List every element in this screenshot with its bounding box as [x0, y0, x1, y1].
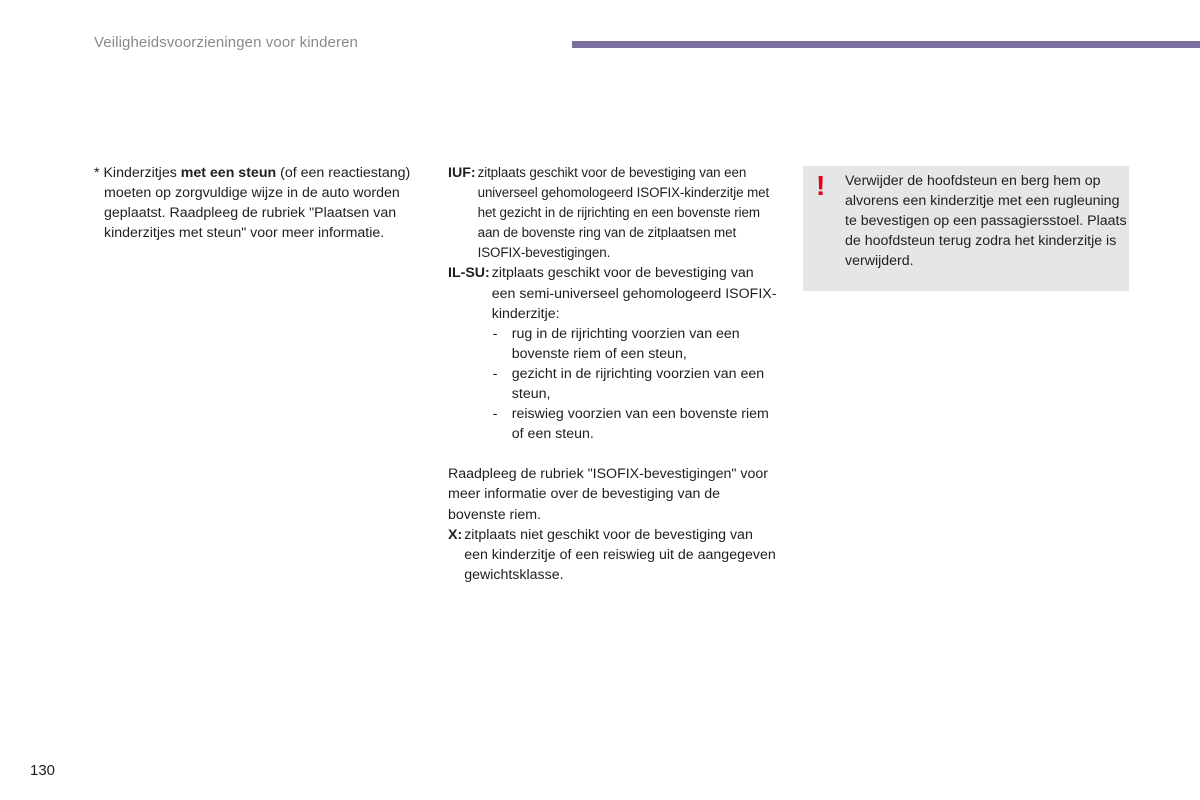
isofix-consult-paragraph: Raadpleeg de rubriek "ISOFIX-bevestigingen" voor meer informatie over de bevestiging van de bovenste riem.	[448, 466, 769, 523]
note-bold: met een steun	[180, 165, 277, 181]
ilsu-text: zitplaats geschikt voor de bevestiging van een semi-universeel gehomologeerd ISOFIX-kinderzitje:	[491, 265, 777, 322]
x-text: zitplaats niet geschikt voor de bevestiging van een kinderzitje of een reiswieg uit de aangegeven gewichtsklasse.	[464, 526, 776, 583]
x-definition	[448, 525, 778, 585]
ilsu-bullet-list	[492, 324, 778, 445]
warning-text: Verwijder de hoofdsteun en berg hem op alvorens een kinderzitje met een rugleuning te bevestigen op een passagiersstoel. Plaats de hoofdsteun terug zodra het kinderzitje is verwijderd.	[845, 173, 1127, 270]
ilsu-body	[492, 263, 778, 444]
warning-box	[803, 166, 1129, 291]
list-item	[492, 404, 778, 444]
bullet-text: gezicht in de rijrichting voorzien van een steun,	[511, 365, 765, 403]
bullet-text: rug in de rijrichting voorzien van een bovenste riem of een steun,	[511, 325, 740, 362]
warning-exclamation-icon: !	[816, 170, 826, 201]
iuf-text: zitplaats geschikt voor de bevestiging van een universeel gehomologeerd ISOFIX-kinderzitje met het gezicht in de rijrichting en een bovenste riem aan de bovenste ring van de zitplaatsen met ISOFIX-bevestigingen.	[477, 165, 770, 261]
x-term: X:	[448, 526, 463, 543]
list-item	[492, 324, 778, 364]
ilsu-term: IL-SU:	[448, 265, 490, 282]
middle-column	[448, 163, 778, 585]
bullet-text: reiswieg voorzien van een bovenste riem of een steun.	[511, 406, 769, 443]
page-number: 130	[30, 762, 56, 779]
iuf-term: IUF:	[448, 165, 476, 181]
header-accent-bar	[572, 41, 1200, 48]
dash-bullet: -	[492, 406, 498, 423]
ilsu-definition	[448, 263, 778, 444]
left-column	[94, 163, 424, 243]
support-seat-note	[94, 163, 424, 243]
section-title: Veiligheidsvoorzieningen voor kinderen	[94, 34, 358, 51]
dash-bullet: -	[492, 365, 498, 382]
note-prefix: * Kinderzitjes	[94, 165, 181, 181]
list-item	[492, 364, 778, 404]
note-rest: (of een reactiestang) moeten op zorgvuldige wijze in de auto worden geplaatst. Raadpleeg de rubriek "Plaatsen van kinderzitjes met steun" voor meer informatie.	[104, 165, 411, 242]
dash-bullet: -	[492, 325, 498, 342]
iuf-definition	[448, 163, 778, 263]
